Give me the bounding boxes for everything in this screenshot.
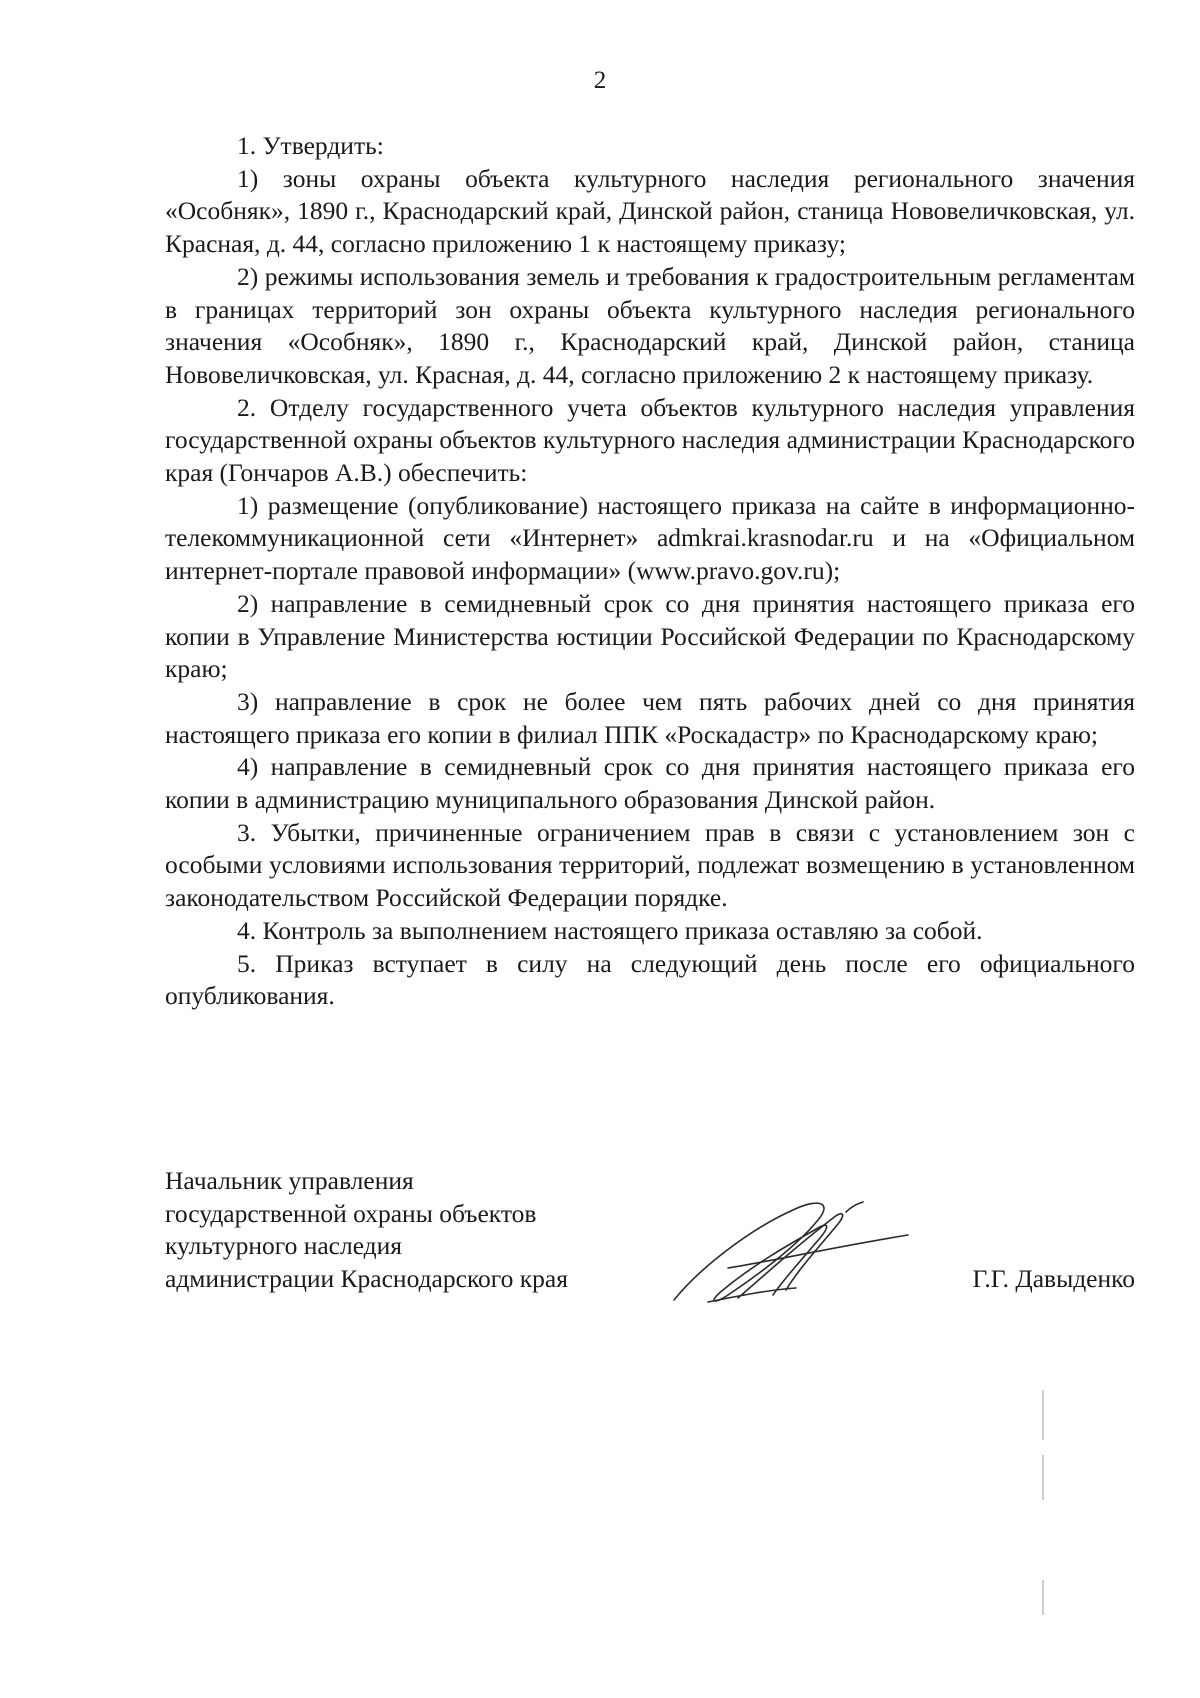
- paragraph-department-duties: 2. Отделу государственного учета объектов культурного наследия управления государственной охраны объектов культурного наследия администрации Краснодарского края (Гончаров А.В.) обеспечить:: [165, 392, 1135, 488]
- paragraph-duty-item-2: 2) направление в семидневный срок со дня принятия настоящего приказа его копии в Управление Министерства юстиции Российской Федерации по Краснодарскому краю;: [165, 588, 1135, 684]
- signatory-title-line: администрации Краснодарского края: [165, 1264, 568, 1294]
- signatory-title-line: Начальник управления: [165, 1166, 414, 1195]
- page-number: 2: [593, 67, 607, 94]
- signatory-title-line: культурного наследия: [165, 1231, 403, 1261]
- paragraph-duty-item-3: 3) направление в срок не более чем пять рабочих дней со дня принятия настоящего приказа его копии в филиал ППК «Роскадастр» по Краснодарскому краю;: [165, 686, 1135, 749]
- handwritten-signature: [668, 1190, 928, 1320]
- paragraph-duty-item-4: 4) направление в семидневный срок со дня принятия настоящего приказа его копии в администрацию муниципального образования Динской район.: [165, 752, 1135, 815]
- paragraph-effective-date: 5. Приказ вступает в силу на следующий день после его официального опубликования.: [165, 948, 1135, 1011]
- scan-artifact: [1042, 1390, 1044, 1440]
- paragraph-losses: 3. Убытки, причиненные ограничением прав в связи с установлением зон с особыми условиями использования территорий, подлежат возмещению в установленном законодательством Российской Федерации порядке.: [165, 817, 1135, 913]
- paragraph-duty-item-1: 1) размещение (опубликование) настоящего приказа на сайте в информационно-телекоммуникационной сети «Интернет» admkrai.krasnodar.ru и на «Официальном интернет-портале правовой информации» (www.pravo.gov.ru);: [165, 490, 1135, 586]
- paragraph-control: 4. Контроль за выполнением настоящего приказа оставляю за собой.: [237, 915, 983, 945]
- paragraph-approve: 1. Утвердить:: [237, 131, 384, 160]
- signatory-name: Г.Г. Давыденко: [972, 1264, 1135, 1293]
- signature-block: [165, 1165, 1135, 1335]
- paragraph-approve-item-1: 1) зоны охраны объекта культурного наследия регионального значения «Особняк», 1890 г., Краснодарский край, Динской район, станица Нововеличковская, ул. Красная, д. 44, согласно приложению 1 к настоящему приказу;: [165, 163, 1135, 259]
- order-body: [165, 130, 1135, 1013]
- signatory-title-line: государственной охраны объектов: [165, 1198, 537, 1228]
- scan-artifact: [1042, 1580, 1044, 1615]
- scan-artifact: [1042, 1455, 1044, 1500]
- signatory-title: [165, 1165, 645, 1296]
- paragraph-approve-item-2: 2) режимы использования земель и требования к градостроительным регламентам в границах территорий зон охраны объекта культурного наследия регионального значения «Особняк», 1890 г., Краснодарский край, Динской район, станица Нововеличковская, ул. Красная, д. 44, согласно приложению 2 к настоящему приказу.: [165, 261, 1135, 389]
